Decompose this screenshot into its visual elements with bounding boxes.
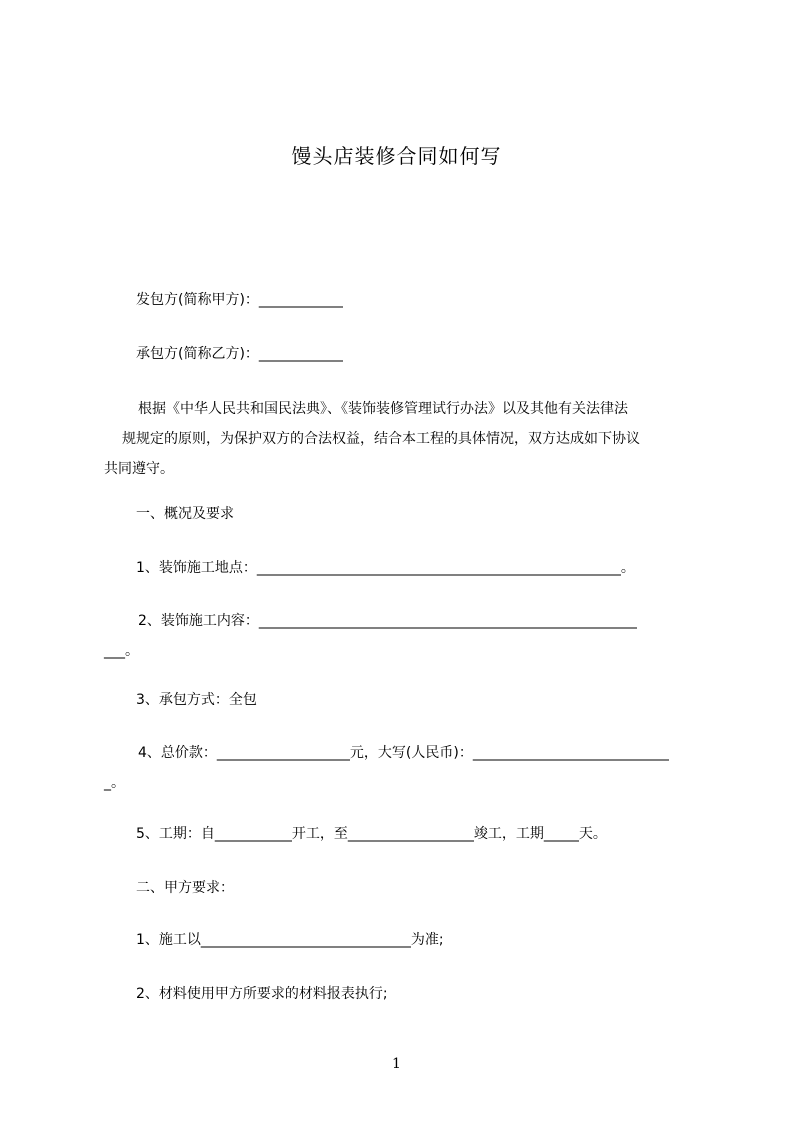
requirement-1: 1、施工以______________________________为准; xyxy=(136,932,444,948)
page-number: 1 xyxy=(392,1056,401,1072)
item-total-price xyxy=(104,738,704,798)
section-heading-overview: 一、概况及要求 xyxy=(136,506,234,522)
item-total-price-line-2: _。 xyxy=(104,775,125,791)
preamble-line-2: 规规定的原则，为保护双方的合法权益，结合本工程的具体情况，双方达成如下协议 xyxy=(122,431,640,447)
item-construction-content-line-1: 2、装饰施工内容：______________________________________________________ xyxy=(138,613,637,629)
party-a-line: 发包方(简称甲方)：____________ xyxy=(136,292,343,308)
preamble-paragraph xyxy=(104,394,704,484)
requirement-2: 2、材料使用甲方所要求的材料报表执行; xyxy=(136,986,388,1002)
item-construction-content-line-2: ___。 xyxy=(104,643,139,659)
item-contract-method: 3、承包方式：全包 xyxy=(136,692,257,708)
item-construction-content xyxy=(104,606,704,666)
item-total-price-line-1: 4、总价款：___________________元，大写(人民币)：____________________________ xyxy=(138,745,669,761)
item-construction-location: 1、装饰施工地点：____________________________________________________。 xyxy=(136,560,635,576)
party-b-line: 承包方(简称乙方)：____________ xyxy=(136,346,343,362)
section-heading-party-a-requirements: 二、甲方要求： xyxy=(136,880,234,896)
preamble-line-3: 共同遵守。 xyxy=(104,461,174,477)
preamble-line-1: 根据《中华人民共和国民法典》、《装饰装修管理试行办法》以及其他有关法律法 xyxy=(138,401,628,417)
item-construction-period: 5、工期：自___________开工，至__________________竣工，工期_____天。 xyxy=(136,826,607,842)
document-title: 馒头店装修合同如何写 xyxy=(291,144,502,168)
